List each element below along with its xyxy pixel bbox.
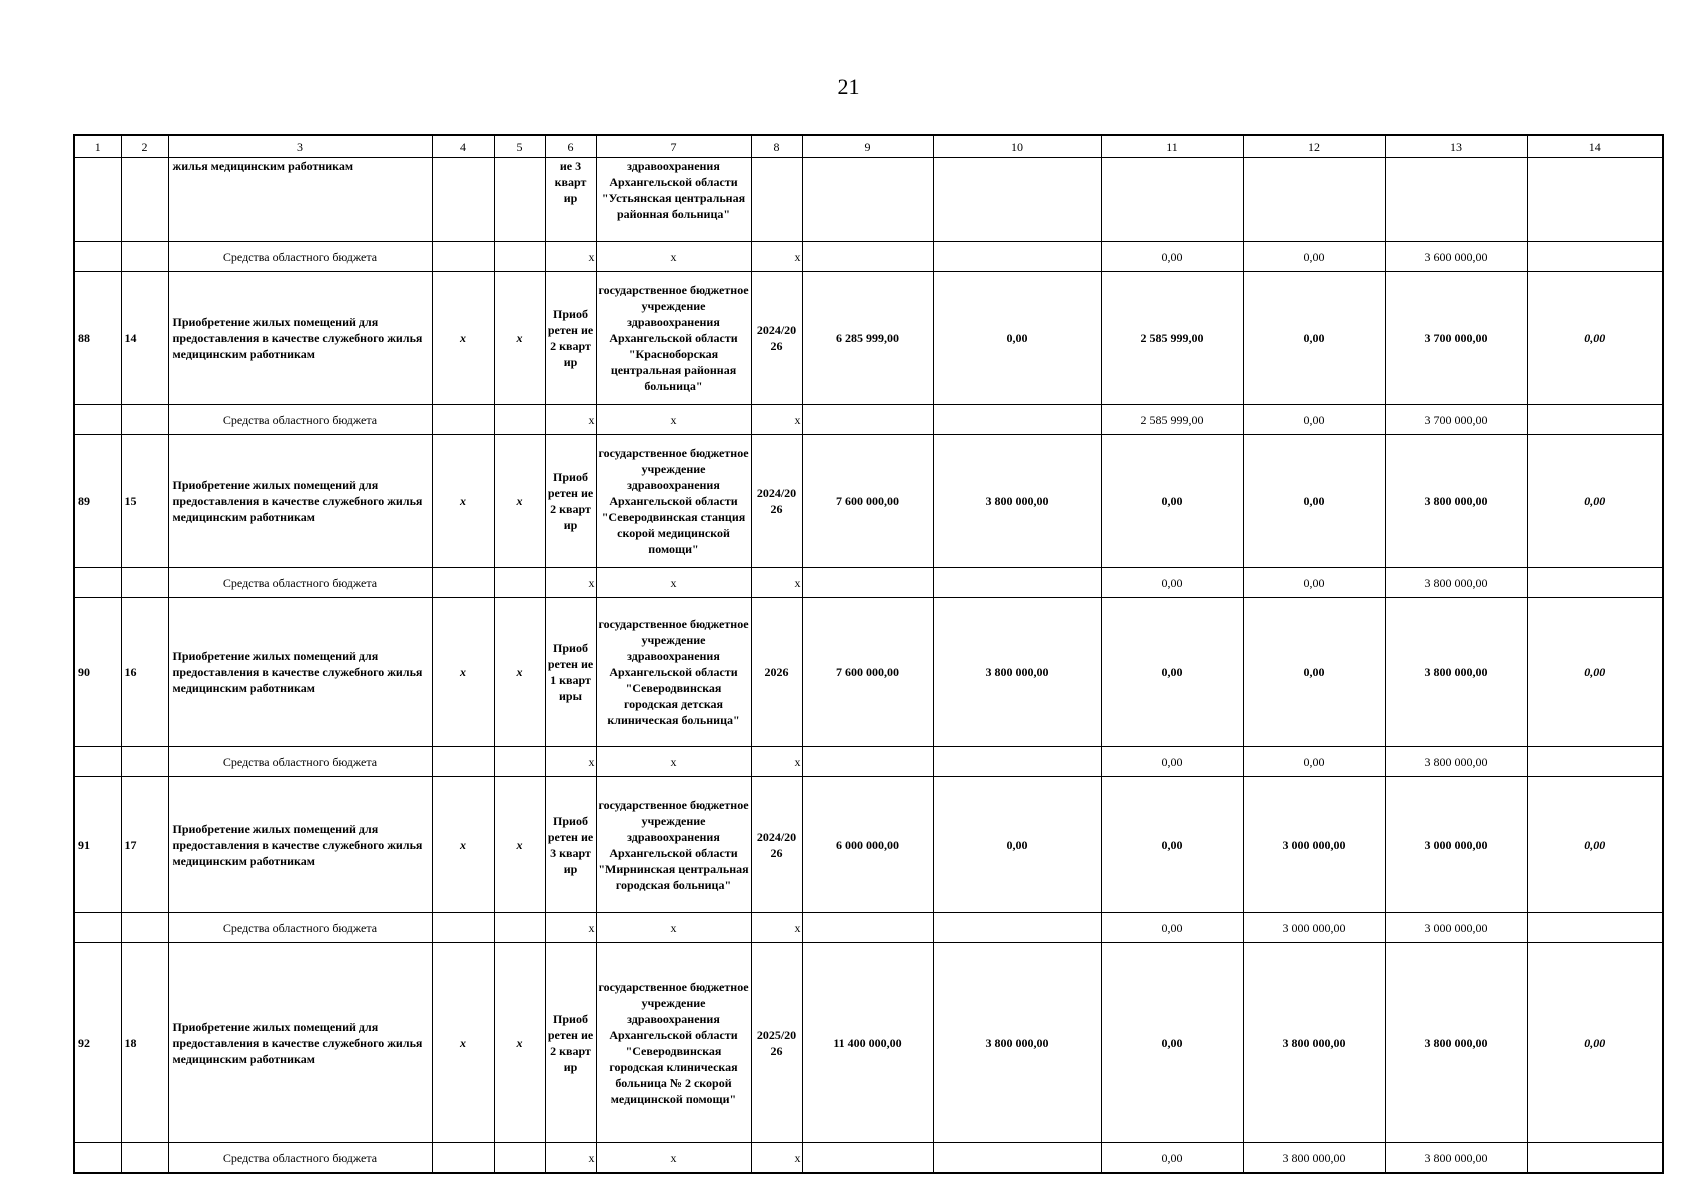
source-col-12: 0,00 [1243,242,1385,272]
amount-col-11: 0,00 [1101,598,1243,747]
source-col-9 [802,747,933,777]
item-period: 2026 [751,598,802,747]
x-mark: x [751,913,802,943]
item-stage: ие 3 кварт ир [545,158,596,242]
source-col-11: 2 585 999,00 [1101,405,1243,435]
funding-table [73,134,1664,1174]
amount-total: 6 285 999,00 [802,272,933,405]
header-cell: 10 [933,135,1101,158]
x-mark: x [545,568,596,598]
amount-col-10: 3 800 000,00 [933,435,1101,568]
x-mark: x [494,777,545,913]
source-col-9 [802,242,933,272]
amount-col-11: 0,00 [1101,435,1243,568]
table-row [74,272,1663,405]
source-col-11: 0,00 [1101,568,1243,598]
source-col-13: 3 600 000,00 [1385,242,1527,272]
source-col-13: 3 800 000,00 [1385,568,1527,598]
item-organization: здравоохранения Архангельской области "Устьянская центральная районная больница" [596,158,751,242]
header-cell: 14 [1527,135,1663,158]
amount-col-12: 0,00 [1243,435,1385,568]
source-row [74,568,1663,598]
item-name: Приобретение жилых помещений для предоставления в качестве служебного жилья медицинским работникам [168,598,432,747]
item-period: 2024/20 26 [751,435,802,568]
x-mark: x [432,943,494,1143]
amount-col-13: 3 700 000,00 [1385,272,1527,405]
item-organization: государственное бюджетное учреждение здравоохранения Архангельской области "Мирнинская центральная городская больница" [596,777,751,913]
source-col-12: 0,00 [1243,747,1385,777]
x-mark: x [596,405,751,435]
source-col-11: 0,00 [1101,913,1243,943]
x-mark: x [494,435,545,568]
amount-col-13: 3 800 000,00 [1385,598,1527,747]
amount-col-11: 2 585 999,00 [1101,272,1243,405]
item-organization: государственное бюджетное учреждение здравоохранения Архангельской области "Красноборская центральная районная больница" [596,272,751,405]
source-col-12: 0,00 [1243,568,1385,598]
source-row [74,913,1663,943]
source-row [74,1143,1663,1174]
item-stage: Приоб ретен ие 2 кварт ир [545,435,596,568]
amount-col-13: 3 000 000,00 [1385,777,1527,913]
item-subnumber: 15 [121,435,168,568]
source-col-9 [802,568,933,598]
amount-col-14: 0,00 [1527,598,1663,747]
source-row [74,747,1663,777]
x-mark: x [545,747,596,777]
source-label: Средства областного бюджета [168,405,432,435]
amount-total: 11 400 000,00 [802,943,933,1143]
x-mark: x [596,913,751,943]
item-organization: государственное бюджетное учреждение здравоохранения Архангельской области "Северодвинская станция скорой медицинской помощи" [596,435,751,568]
amount-col-12: 3 800 000,00 [1243,943,1385,1143]
page-number: 21 [837,74,860,99]
header-cell: 3 [168,135,432,158]
source-col-13: 3 700 000,00 [1385,405,1527,435]
item-subnumber: 17 [121,777,168,913]
item-stage: Приоб ретен ие 1 кварт иры [545,598,596,747]
source-col-10 [933,242,1101,272]
source-col-10 [933,913,1101,943]
item-organization: государственное бюджетное учреждение здравоохранения Архангельской области "Северодвинская городская клиническая больница № 2 скорой медицинской помощи" [596,943,751,1143]
amount-total: 6 000 000,00 [802,777,933,913]
item-name: Приобретение жилых помещений для предоставления в качестве служебного жилья медицинским работникам [168,777,432,913]
source-row [74,242,1663,272]
header-cell: 5 [494,135,545,158]
header-cell: 8 [751,135,802,158]
item-subnumber: 18 [121,943,168,1143]
source-label: Средства областного бюджета [168,568,432,598]
header-cell: 7 [596,135,751,158]
amount-col-12: 3 000 000,00 [1243,777,1385,913]
x-mark: x [751,242,802,272]
amount-col-13: 3 800 000,00 [1385,943,1527,1143]
header-cell: 4 [432,135,494,158]
amount-col-12: 0,00 [1243,598,1385,747]
header-cell: 2 [121,135,168,158]
source-col-11: 0,00 [1101,242,1243,272]
table-row [74,435,1663,568]
x-mark: x [432,777,494,913]
amount-col-14: 0,00 [1527,272,1663,405]
amount-col-14: 0,00 [1527,777,1663,913]
item-period: 2024/20 26 [751,777,802,913]
item-subnumber: 14 [121,272,168,405]
amount-total: 7 600 000,00 [802,598,933,747]
source-col-10 [933,747,1101,777]
source-label: Средства областного бюджета [168,242,432,272]
table-row [74,943,1663,1143]
x-mark: x [751,747,802,777]
source-col-12: 3 000 000,00 [1243,913,1385,943]
x-mark: x [432,598,494,747]
table-row-continued [74,158,1663,242]
item-name: Приобретение жилых помещений для предоставления в качестве служебного жилья медицинским работникам [168,943,432,1143]
source-col-9 [802,1143,933,1174]
header-cell: 13 [1385,135,1527,158]
source-col-10 [933,1143,1101,1174]
amount-col-10: 0,00 [933,777,1101,913]
amount-total: 7 600 000,00 [802,435,933,568]
header-cell: 6 [545,135,596,158]
item-number: 89 [74,435,121,568]
source-col-9 [802,913,933,943]
item-stage: Приоб ретен ие 2 кварт ир [545,272,596,405]
x-mark: x [596,242,751,272]
x-mark: x [596,747,751,777]
source-col-12: 0,00 [1243,405,1385,435]
x-mark: x [751,405,802,435]
item-period: 2024/20 26 [751,272,802,405]
x-mark: x [751,568,802,598]
item-name: жилья медицинским работникам [168,158,432,242]
source-col-13: 3 800 000,00 [1385,747,1527,777]
item-number: 91 [74,777,121,913]
item-number: 90 [74,598,121,747]
item-number: 92 [74,943,121,1143]
item-period: 2025/20 26 [751,943,802,1143]
source-label: Средства областного бюджета [168,747,432,777]
x-mark: x [545,1143,596,1174]
amount-col-13: 3 800 000,00 [1385,435,1527,568]
source-label: Средства областного бюджета [168,1143,432,1174]
amount-col-12: 0,00 [1243,272,1385,405]
x-mark: x [545,405,596,435]
source-col-11: 0,00 [1101,1143,1243,1174]
x-mark: x [545,913,596,943]
x-mark: x [494,272,545,405]
item-organization: государственное бюджетное учреждение здравоохранения Архангельской области "Северодвинская городская детская клиническая больница" [596,598,751,747]
x-mark: x [751,1143,802,1174]
header-cell: 11 [1101,135,1243,158]
item-stage: Приоб ретен ие 2 кварт ир [545,943,596,1143]
header-cell: 1 [74,135,121,158]
amount-col-10: 3 800 000,00 [933,943,1101,1143]
amount-col-10: 3 800 000,00 [933,598,1101,747]
header-cell: 12 [1243,135,1385,158]
item-name: Приобретение жилых помещений для предоставления в качестве служебного жилья медицинским работникам [168,435,432,568]
amount-col-11: 0,00 [1101,777,1243,913]
table-row [74,598,1663,747]
amount-col-14: 0,00 [1527,943,1663,1143]
x-mark: x [494,943,545,1143]
source-col-13: 3 000 000,00 [1385,913,1527,943]
item-number: 88 [74,272,121,405]
source-col-10 [933,405,1101,435]
amount-col-11: 0,00 [1101,943,1243,1143]
x-mark: x [432,435,494,568]
source-col-9 [802,405,933,435]
x-mark: x [596,568,751,598]
source-col-13: 3 800 000,00 [1385,1143,1527,1174]
header-row [74,135,1663,158]
x-mark: x [545,242,596,272]
x-mark: x [432,272,494,405]
x-mark: x [596,1143,751,1174]
item-subnumber: 16 [121,598,168,747]
x-mark: x [494,598,545,747]
source-label: Средства областного бюджета [168,913,432,943]
source-row [74,405,1663,435]
amount-col-14: 0,00 [1527,435,1663,568]
item-name: Приобретение жилых помещений для предоставления в качестве служебного жилья медицинским работникам [168,272,432,405]
source-col-12: 3 800 000,00 [1243,1143,1385,1174]
table-row [74,777,1663,913]
header-cell: 9 [802,135,933,158]
item-stage: Приоб ретен ие 3 кварт ир [545,777,596,913]
source-col-11: 0,00 [1101,747,1243,777]
source-col-10 [933,568,1101,598]
amount-col-10: 0,00 [933,272,1101,405]
